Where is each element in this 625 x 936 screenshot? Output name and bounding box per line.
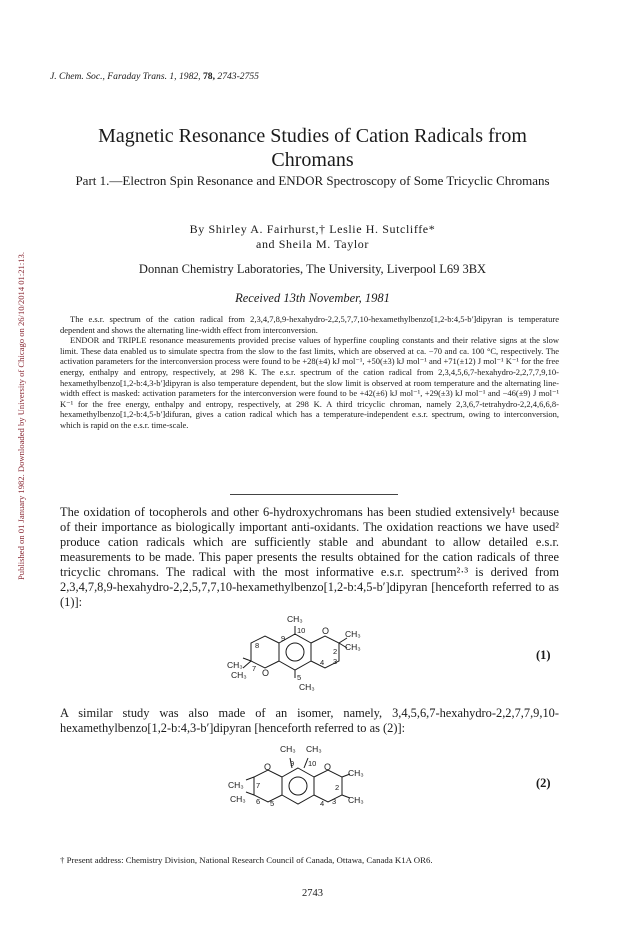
structure-1-drawing bbox=[225, 612, 365, 702]
journal-year: 1982, bbox=[178, 71, 201, 82]
s2-group-top-2: CH₃ bbox=[306, 744, 322, 754]
paper-title: Magnetic Resonance Studies of Cation Radicals from Chromans bbox=[98, 125, 527, 171]
authors-line-1: By Shirley A. Fairhurst,† Leslie H. Sutcliffe* bbox=[189, 222, 436, 236]
journal-volume: 78, bbox=[202, 71, 215, 82]
structure-2 bbox=[228, 740, 372, 837]
s2-number-6: 6 bbox=[256, 797, 261, 806]
s1-group-right-upper: CH₃ bbox=[345, 629, 361, 639]
s2-number-3: 3 bbox=[332, 797, 337, 806]
affiliation: Donnan Chemistry Laboratories, The University, Liverpool L69 3BX bbox=[138, 262, 487, 276]
s2-number-10: 10 bbox=[308, 759, 317, 768]
s2-number-7: 7 bbox=[256, 781, 261, 790]
s2-atom-o-right: O bbox=[324, 762, 332, 772]
abstract-paragraph: The e.s.r. spectrum of the cation radical from 2,3,4,7,8,9-hexahydro-2,2,5,7,7,10-hexamethylbenzo[1,2-b:4,5-b′]dipyran is temperature dependent and shows the alternating line-width effect from interconversion. bbox=[60, 314, 559, 335]
structure-2-drawing bbox=[228, 740, 372, 832]
s2-group-right-upper: CH₃ bbox=[348, 768, 364, 778]
journal-name: J. Chem. Soc., Faraday Trans. 1, bbox=[50, 71, 177, 82]
received-date: Received 13th November, 1981 bbox=[235, 291, 390, 305]
s1-number-3: 3 bbox=[333, 657, 338, 666]
s2-group-top-1: CH₃ bbox=[280, 744, 296, 754]
body-text: The oxidation of tocopherols and other 6-hydroxychromans has been studied extensively¹ because of their importance as biologically important anti-oxidants. The oxidation reactions we have used² produce cation radicals which are sufficiently stable and abundant to allow detailed e.s.r. measurements to be made. This paper presents the results obtained for the cation radicals of three tricyclic chromans. The radical with the most informative e.s.r. spectrum²·³ is derived from 2,3,4,7,8,9-hexahydro-2,2,5,7,7,10-hexamethylbenzo[1,2-b:4,5-b′]dipyran [henceforth referred to as (1)]: bbox=[60, 505, 559, 609]
paper-subtitle: Part 1.—Electron Spin Resonance and ENDOR Spectroscopy of Some Tricyclic Chromans bbox=[75, 173, 550, 188]
author-list bbox=[60, 222, 565, 252]
structure-1 bbox=[225, 612, 365, 707]
s1-number-8: 8 bbox=[255, 641, 260, 650]
structure-1-label: (1) bbox=[536, 648, 551, 662]
s1-number-9: 9 bbox=[281, 634, 286, 643]
section-divider bbox=[230, 494, 398, 495]
download-watermark bbox=[2, 120, 26, 580]
page-number: 2743 bbox=[302, 888, 323, 899]
s1-group-top: CH₃ bbox=[287, 614, 303, 624]
s1-number-5: 5 bbox=[297, 673, 302, 682]
s2-group-left-upper: CH₃ bbox=[228, 780, 244, 790]
s2-atom-o-left: O bbox=[264, 762, 272, 772]
structure-2-label: (2) bbox=[536, 776, 551, 790]
s2-group-left-lower: CH₃ bbox=[230, 794, 246, 804]
s2-group-right-lower: CH₃ bbox=[348, 795, 364, 805]
footnote: † Present address: Chemistry Division, National Research Council of Canada, Ottawa, Canada K1A OR6. bbox=[60, 855, 433, 865]
body-paragraph-2 bbox=[60, 706, 559, 736]
s1-atom-o-right: O bbox=[322, 626, 330, 636]
s1-number-10: 10 bbox=[297, 626, 306, 635]
abstract bbox=[60, 314, 559, 431]
body-paragraph-1 bbox=[60, 505, 559, 610]
s1-group-left-lower: CH₃ bbox=[231, 670, 247, 680]
s1-number-4: 4 bbox=[320, 658, 325, 667]
journal-citation bbox=[50, 71, 259, 82]
body-text: A similar study was also made of an isomer, namely, 3,4,5,6,7-hexahydro-2,2,7,7,9,10-hexamethylbenzo[1,2-b:4,3-b′]dipyran [henceforth referred to as (2)]: bbox=[60, 706, 559, 735]
s1-group-bottom: CH₃ bbox=[299, 682, 315, 692]
s1-atom-o-left: O bbox=[262, 668, 270, 678]
s1-group-right-lower: CH₃ bbox=[345, 642, 361, 652]
s1-number-2: 2 bbox=[333, 647, 338, 656]
authors-line-2: and Sheila M. Taylor bbox=[256, 237, 369, 251]
s1-group-left-upper: CH₃ bbox=[227, 660, 243, 670]
abstract-paragraph: ENDOR and TRIPLE resonance measurements provided precise values of hyperfine coupling constants and their relative signs at the slow limit. These data enabled us to simulate spectra from the slow to the fast limits, which are observed at ca. −70 and ca. 100 °C, respectively. The activation parameters for the interconversion process were found to be +28(±4) kJ mol⁻¹, +50(±3) kJ mol⁻¹ and +71(±12) J mol⁻¹ K⁻¹ for the free energy, enthalpy and entropy, respectively, at 298 K. The e.s.r. spectrum of the cation radical from 2,3,4,5,6,7-hexahydro-2,2,7,7,9,10-hexamethylbenzo[1,2-b:4,3-b′]dipyran is also temperature dependent, but the slow limit is observed at room temperature and the alternating line-width effect is masked: activation parameters for the interconversion were found to be +42(±6) kJ mol⁻¹, +29(±3) kJ mol⁻¹ and −46(±9) J mol⁻¹ K⁻¹ for the free energy, enthalpy and entropy, respectively, at 298 K. A third tricyclic chroman, namely 2,3,6,7-tetrahydro-2,2,4,6,6,8-hexamethylbenzo[1,2-b:4,5-b′]difuran, gives a cation radical which has a temperature-independent e.s.r. spectrum, owing to interconversion, which is rapid on the e.s.r. time-scale. bbox=[60, 335, 559, 430]
s2-number-9: 9 bbox=[290, 759, 295, 768]
download-watermark-text: Published on 01 January 1982. Downloaded by University of Chicago on 26/10/2014 01:21:13. bbox=[16, 252, 26, 580]
s2-number-5: 5 bbox=[270, 799, 275, 808]
journal-pages: 2743-2755 bbox=[217, 71, 259, 82]
s2-number-4: 4 bbox=[320, 799, 325, 808]
s1-number-7: 7 bbox=[252, 664, 257, 673]
s2-number-2: 2 bbox=[335, 783, 340, 792]
